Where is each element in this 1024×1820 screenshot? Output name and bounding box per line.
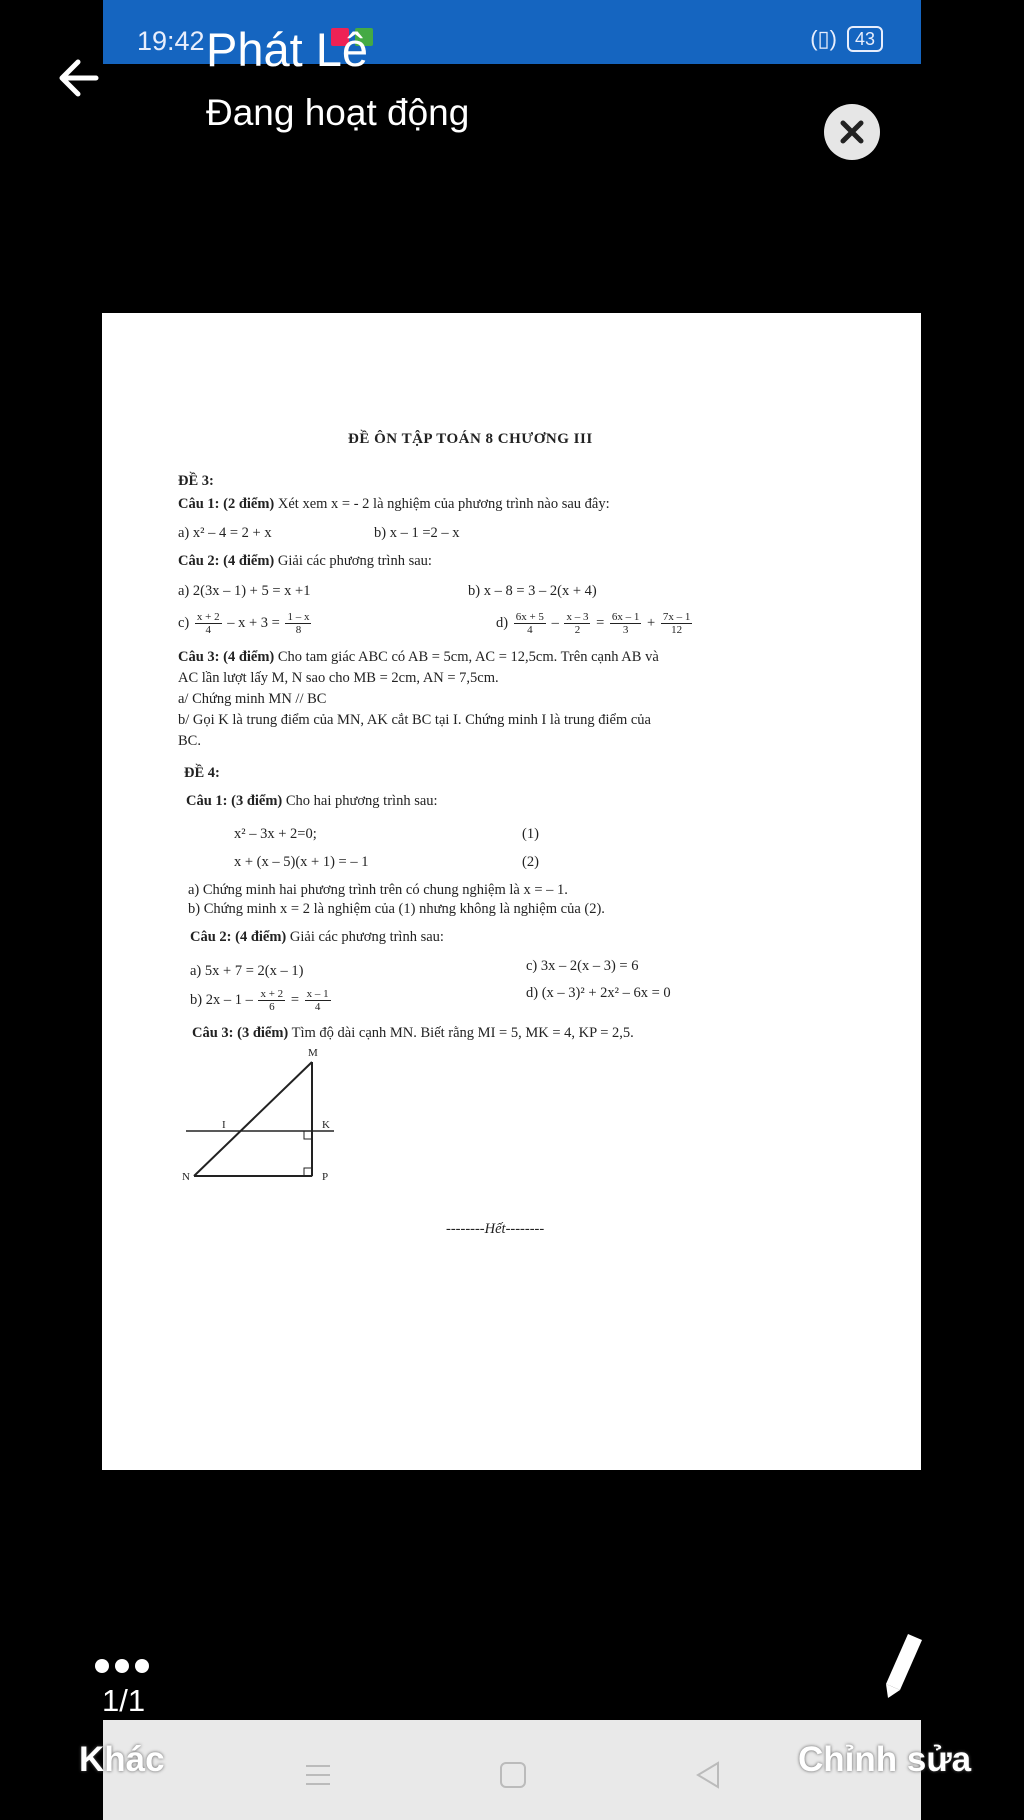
de3-q1: Câu 1: (2 điểm) Xét xem x = - 2 là nghiệm của phương trình nào sau đây: bbox=[178, 496, 610, 512]
de4-q3: Câu 3: (3 điểm) Tìm độ dài cạnh MN. Biết rằng MI = 5, MK = 4, KP = 2,5. bbox=[192, 1025, 634, 1041]
recent-apps-icon[interactable] bbox=[303, 1760, 333, 1790]
document-image bbox=[102, 313, 921, 1470]
de4-q1-a: a) Chứng minh hai phương trình trên có chung nghiệm là x = – 1. bbox=[188, 882, 568, 898]
close-icon bbox=[824, 104, 880, 160]
de4-q2-c: c) 3x – 2(x – 3) = 6 bbox=[526, 958, 639, 974]
home-icon[interactable] bbox=[498, 1760, 528, 1790]
label-P: P bbox=[322, 1171, 329, 1183]
de3-q3-line2: AC lần lượt lấy M, N sao cho MB = 2cm, AN = 7,5cm. bbox=[178, 670, 499, 686]
de3-q2-d: d) $\frac{6x + 5}{4}$ – $\frac{x - 3}{2}$ = $\frac{6x - 1}{3}$ + $\frac{7x - 1}{12}$ bbox=[496, 611, 691, 636]
de3-q1-b: b) x – 1 =2 – x bbox=[374, 525, 460, 541]
de3-heading: ĐỀ 3: bbox=[178, 473, 214, 489]
de3-q2-a: a) 2(3x – 1) + 5 = x +1 bbox=[178, 583, 311, 599]
de3-q1-a: a) x² – 4 = 2 + x bbox=[178, 525, 272, 541]
de4-q1: Câu 1: (3 điểm) Cho hai phương trình sau: bbox=[186, 793, 438, 809]
de4-eq1-no: (1) bbox=[522, 826, 539, 842]
de4-q2-d: d) (x – 3)² + 2x² – 6x = 0 bbox=[526, 985, 671, 1001]
battery-icon: 43 bbox=[847, 26, 883, 52]
close-button[interactable] bbox=[824, 104, 880, 160]
nav-back-icon[interactable] bbox=[693, 1760, 723, 1790]
de4-q2-a: a) 5x + 7 = 2(x – 1) bbox=[190, 963, 304, 979]
contact-status: Đang hoạt động bbox=[206, 92, 470, 133]
status-right bbox=[810, 26, 883, 52]
doc-title: ĐỀ ÔN TẬP TOÁN 8 CHƯƠNG III bbox=[348, 431, 593, 447]
de4-eq2: x + (x – 5)(x + 1) = – 1 bbox=[234, 854, 369, 870]
de4-eq1: x² – 3x + 2=0; bbox=[234, 826, 317, 842]
pencil-icon[interactable] bbox=[878, 1628, 928, 1700]
doc-end: --------Hết-------- bbox=[446, 1221, 545, 1237]
de3-q2: Câu 2: (4 điểm) Giải các phương trình sau: bbox=[178, 553, 432, 569]
label-N: N bbox=[182, 1171, 190, 1183]
de3-q3: Câu 3: (4 điểm) Cho tam giác ABC có AB = 5cm, AC = 12,5cm. Trên cạnh AB và bbox=[178, 649, 659, 665]
more-options-icon[interactable] bbox=[92, 1656, 152, 1676]
geometry-figure bbox=[182, 1047, 354, 1208]
de4-q2-b: b) 2x – 1 – $\frac{x + 2}{6}$ = $\frac{x - 1}{4}$ bbox=[190, 988, 329, 1013]
status-time: 19:42 bbox=[137, 26, 205, 56]
back-arrow-icon[interactable] bbox=[50, 48, 110, 108]
label-K: K bbox=[322, 1119, 330, 1131]
de3-q3-a: a/ Chứng minh MN // BC bbox=[178, 691, 327, 707]
de3-q2-b: b) x – 8 = 3 – 2(x + 4) bbox=[468, 583, 597, 599]
de3-q3-b2: BC. bbox=[178, 733, 201, 749]
page-counter: 1/1 bbox=[102, 1683, 146, 1718]
de3-q3-b1: b/ Gọi K là trung điểm của MN, AK cắt BC tại I. Chứng minh I là trung điểm của bbox=[178, 712, 651, 728]
other-button[interactable]: Khác bbox=[79, 1740, 165, 1779]
label-M: M bbox=[308, 1047, 318, 1059]
de4-q2: Câu 2: (4 điểm) Giải các phương trình sau: bbox=[190, 929, 444, 945]
de3-q2-c: c) $\frac{x + 2}{4}$ – x + 3 = $\frac{1 - x}{8}$ bbox=[178, 611, 310, 636]
de4-eq2-no: (2) bbox=[522, 854, 539, 870]
de4-q1-b: b) Chứng minh x = 2 là nghiệm của (1) nhưng không là nghiệm của (2). bbox=[188, 901, 605, 917]
label-I: I bbox=[222, 1119, 226, 1131]
contact-name: Phát Lê bbox=[206, 23, 369, 76]
de4-heading: ĐỀ 4: bbox=[184, 765, 220, 781]
edit-button[interactable]: Chỉnh sửa bbox=[798, 1740, 972, 1779]
vibrate-icon: (▯) bbox=[810, 26, 837, 51]
